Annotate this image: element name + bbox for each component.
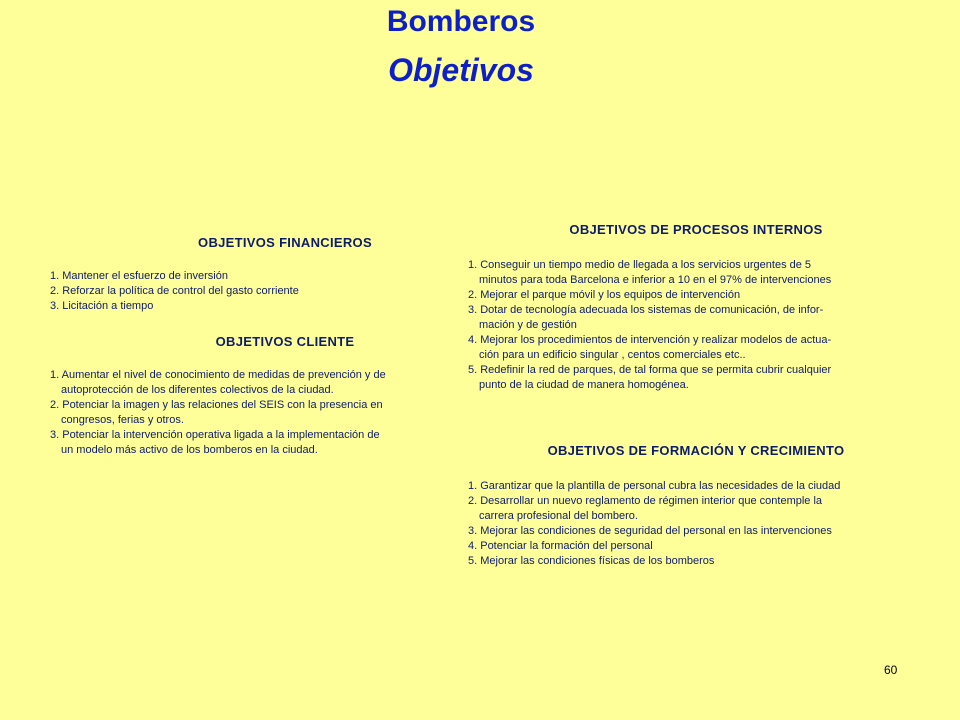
objective-text: 1. Aumentar el nivel de conocimiento de medidas de prevención y de: [50, 369, 386, 381]
objective-text: 1. Mantener el esfuerzo de inversión: [50, 270, 228, 282]
objective-text-continuation: mación y de gestión: [479, 319, 577, 331]
procesos-heading: OBJETIVOS DE PROCESOS INTERNOS: [569, 222, 823, 237]
objective-text: 2. Reforzar la política de control del gasto corriente: [50, 285, 299, 297]
cliente-list: [50, 368, 520, 458]
objective-text: 2. Desarrollar un nuevo reglamento de régimen interior que contemple la: [468, 495, 823, 507]
formacion-heading: OBJETIVOS DE FORMACIÓN Y CRECIMIENTO: [547, 443, 845, 458]
objective-item: [50, 428, 520, 458]
cliente-section: [50, 334, 520, 458]
objective-item: [468, 258, 924, 288]
objective-text: 1. Garantizar que la plantilla de personal cubra las necesidades de la ciudad: [468, 480, 841, 492]
objective-text: 3. Dotar de tecnología adecuada los sistemas de comunicación, de infor-: [468, 304, 824, 316]
objective-text: 2. Potenciar la imagen y las relaciones del SEIS con la presencia en: [50, 399, 383, 411]
financieros-heading: OBJETIVOS FINANCIEROS: [198, 235, 372, 250]
objective-item: [468, 554, 924, 569]
objective-item: [468, 479, 924, 494]
objective-text-continuation: autoprotección de los diferentes colectivos de la ciudad.: [61, 384, 334, 396]
objective-text: 3. Licitación a tiempo: [50, 300, 154, 312]
objective-item: [468, 524, 924, 539]
objective-item: [468, 303, 924, 333]
objective-text: 2. Mejorar el parque móvil y los equipos de intervención: [468, 289, 741, 301]
procesos-section: [468, 222, 924, 393]
cliente-heading: OBJETIVOS CLIENTE: [215, 334, 355, 349]
objective-text: 3. Mejorar las condiciones de seguridad del personal en las intervenciones: [468, 525, 832, 537]
objective-text-continuation: carrera profesional del bombero.: [479, 510, 638, 522]
objective-item: [468, 333, 924, 363]
objective-text-continuation: minutos para toda Barcelona e inferior a 10 en el 97% de intervenciones: [479, 274, 832, 286]
objective-text: 5. Redefinir la red de parques, de tal forma que se permita cubrir cualquier: [468, 364, 832, 376]
objective-item: [50, 299, 520, 314]
objective-text: 5. Mejorar las condiciones físicas de los bomberos: [468, 555, 715, 567]
objective-item: [468, 494, 924, 524]
objective-text: 3. Potenciar la intervención operativa ligada a la implementación de: [50, 429, 380, 441]
objective-item: [50, 368, 520, 398]
objective-item: [50, 269, 520, 284]
page-title: Bomberos: [386, 5, 536, 38]
page-subtitle: Objetivos: [388, 52, 534, 88]
objective-text-continuation: ción para un edificio singular , centos comerciales etc..: [479, 349, 746, 361]
objective-text-continuation: punto de la ciudad de manera homogénea.: [479, 379, 689, 391]
objective-item: [468, 363, 924, 393]
objective-item: [468, 539, 924, 554]
procesos-list: [468, 258, 924, 393]
objective-text-continuation: congresos, ferias y otros.: [61, 414, 184, 426]
objective-text: 4. Potenciar la formación del personal: [468, 540, 653, 552]
objective-item: [50, 284, 520, 299]
financieros-section: [50, 235, 520, 314]
financieros-list: [50, 269, 520, 314]
objective-text: 4. Mejorar los procedimientos de intervención y realizar modelos de actua-: [468, 334, 832, 346]
page-number: 60: [884, 663, 898, 677]
objective-text: 1. Conseguir un tiempo medio de llegada a los servicios urgentes de 5: [468, 259, 812, 271]
objective-text-continuation: un modelo más activo de los bomberos en la ciudad.: [61, 444, 318, 456]
formacion-section: [468, 443, 924, 569]
formacion-list: [468, 479, 924, 569]
objective-item: [50, 398, 520, 428]
objective-item: [468, 288, 924, 303]
